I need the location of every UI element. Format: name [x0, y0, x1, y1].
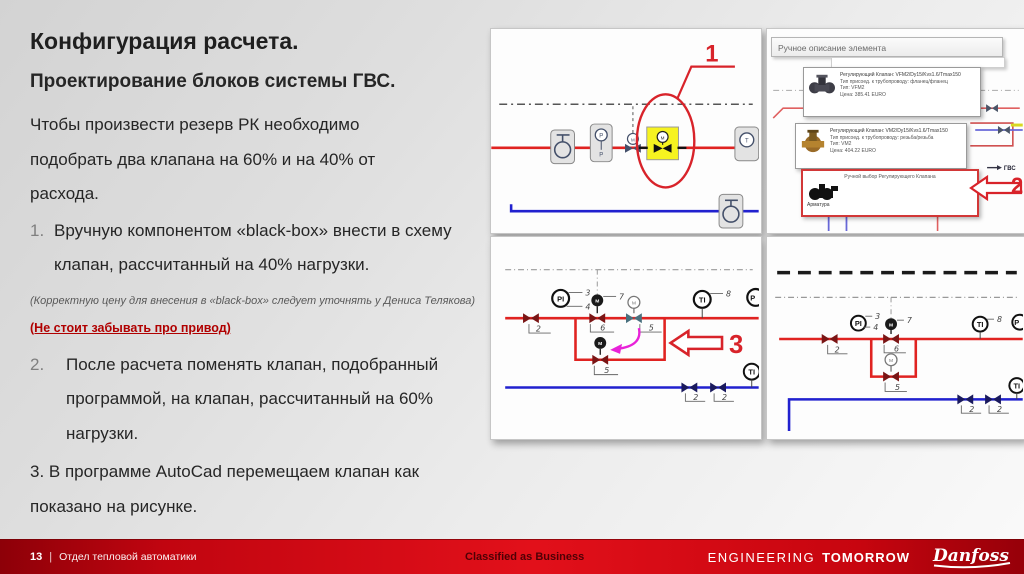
armatura-caption: Арматура — [807, 202, 830, 208]
brass-valve-photo-icon — [800, 128, 826, 154]
valve-connection-line: Тип присоед. к трубопроводу: резьба/резьба — [830, 134, 934, 141]
motor-valve-bypass-icon — [883, 354, 907, 392]
valve-tag-6: 6 — [600, 323, 606, 333]
pi-tag-4: 4 — [585, 302, 591, 312]
sensor-letter-p2: P — [599, 152, 604, 159]
manual-selection-card — [801, 169, 979, 217]
return-pipe-blue — [789, 399, 1023, 431]
pressure-sensor-icon — [590, 124, 612, 162]
manual-selection-title: Ручной выбор Регулирующего Клапана — [844, 174, 936, 180]
highlighted-control-valve-icon — [639, 127, 687, 160]
callout-number-1: 1 — [705, 40, 719, 68]
red-bypass-loop — [970, 123, 1013, 146]
page-number: 13 — [30, 551, 43, 563]
temperature-indicator-partial-icon — [1009, 378, 1023, 399]
pi-tag-4: 4 — [873, 323, 879, 333]
diagram-panel-4 — [766, 236, 1024, 440]
footer-bar — [0, 539, 1024, 574]
list-item-1-number: 1. — [30, 220, 45, 240]
list-item-2 — [30, 348, 482, 452]
pump-icon — [719, 194, 743, 228]
department-label: Отдел тепловой автоматики — [59, 551, 197, 563]
callout-number-2: 2 — [1011, 173, 1024, 198]
temperature-indicator-partial-icon — [744, 364, 759, 388]
footer-divider: | — [49, 551, 53, 563]
valve-tag: 2 — [722, 392, 728, 402]
sensor-letter-p: P — [599, 133, 604, 140]
valve-model-line: Регулирующий Клапан: VFM2/Dy15/Kvs1.6/Tmax150 — [840, 72, 961, 78]
p-label: P — [750, 293, 756, 303]
valve-price-line: Цена: 385.41 EURO — [840, 91, 886, 98]
valve-model-line: Регулирующий Клапан: VM2/Dy15/Kvs1.6/Tmax150 — [830, 128, 948, 134]
list-item-2-number: 2. — [30, 354, 45, 374]
ti-tag-8: 8 — [725, 289, 732, 299]
m-label: M — [595, 299, 600, 305]
drive-note: (Не стоит забывать про привод) — [30, 320, 231, 335]
valve-tag: 2 — [969, 404, 975, 414]
window-title: Ручное описание элемента — [778, 43, 887, 53]
flanged-valve-photo-icon — [808, 72, 836, 98]
ti-label: TI — [748, 367, 756, 377]
window-titlebar — [771, 37, 1003, 57]
ti-label: TI — [1013, 381, 1021, 391]
slide-title: Конфигурация расчета. — [30, 28, 299, 54]
ti-label: TI — [976, 319, 984, 329]
motor-valve-gray-icon — [626, 296, 662, 332]
shutoff-valve-icon — [822, 334, 848, 354]
tagline-tomorrow: TOMORROW — [822, 549, 910, 565]
diagram-panel-3 — [490, 236, 762, 440]
temperature-sensor-icon — [735, 127, 759, 161]
temperature-indicator-icon — [973, 315, 1002, 339]
list-item-2-text: После расчета поменять клапан, подобранный программой, на клапан, рассчитанный на 60% нагрузки. — [66, 354, 439, 443]
magenta-move-arrow — [610, 328, 639, 354]
price-note: (Корректную цену для внесения в «black-box» следует уточнять у Дениса Телякова) — [30, 294, 476, 307]
valve-tag: 2 — [535, 324, 541, 334]
m-label: M — [888, 358, 894, 364]
callout-number-3: 3 — [728, 330, 744, 359]
p-label: P — [1014, 318, 1020, 328]
diagram-panel-1 — [490, 28, 762, 234]
pi-tag-3: 3 — [585, 288, 591, 298]
valve-type-line: Тип: VFM2 — [840, 85, 865, 91]
valve-price-line: Цена: 404.22 EURO — [830, 147, 876, 154]
tagline — [708, 540, 910, 574]
blue-valve-icon — [957, 394, 981, 413]
diagram-panel-2 — [766, 28, 1024, 234]
valve-letter-m: M — [660, 135, 665, 141]
gvs-label: ГВС — [1003, 166, 1016, 173]
callout-leader-1 — [677, 67, 734, 99]
valve-tag: 2 — [996, 404, 1003, 414]
pressure-indicator-partial-icon — [1012, 315, 1023, 330]
shutoff-valve-icon — [523, 313, 551, 333]
danfoss-logo — [930, 544, 1016, 574]
piping-scheme-3 — [491, 237, 759, 437]
gvs-arrowhead — [997, 165, 1002, 170]
valve-tag: 2 — [834, 345, 840, 355]
pi-label: PI — [557, 294, 565, 304]
pump-icon — [551, 130, 575, 164]
motor-valve-bypass-icon — [592, 337, 618, 375]
m-label: M — [888, 323, 894, 329]
valve-tag-5: 5 — [648, 323, 654, 333]
valve-tag-5: 5 — [895, 382, 901, 392]
ti-label: TI — [698, 295, 706, 305]
pressure-indicator-partial-icon — [747, 289, 759, 306]
footer-left — [30, 540, 196, 574]
valve-description-lines — [840, 72, 961, 98]
valve-tag-5: 5 — [604, 366, 610, 376]
valve-tag-6: 6 — [894, 344, 900, 354]
ti-tag-8: 8 — [996, 315, 1003, 325]
list-item-3-text: 3. В программе AutoCad перемещаем клапан как показано на рисунке. — [30, 462, 420, 516]
blue-valve-icon — [985, 394, 1009, 413]
pressure-indicator-icon — [851, 312, 880, 332]
armatura-icon — [807, 182, 841, 202]
valve-letter-m: M — [631, 137, 635, 143]
classification-label: Classified as Business — [465, 551, 585, 563]
pi-label: PI — [854, 318, 862, 328]
pressure-indicator-icon — [552, 288, 590, 311]
list-item-3 — [30, 455, 454, 524]
valve-tooltip-card-1 — [803, 67, 981, 117]
red-arrow-left-icon — [671, 331, 722, 355]
m-label: M — [598, 342, 603, 348]
sensor-letter-t: T — [744, 138, 749, 145]
valve-tag-7: 7 — [906, 316, 912, 326]
valve-tag: 2 — [693, 392, 699, 402]
slide-subtitle: Проектирование блоков системы ГВС. — [30, 71, 396, 92]
m-label: M — [631, 301, 636, 307]
blue-valve-icon — [681, 383, 705, 402]
valve-tooltip-card-2 — [795, 123, 967, 169]
pi-tag-3: 3 — [875, 312, 881, 322]
valve-connection-line: Тип присоед. к трубопроводу: фланец/фланец — [840, 78, 948, 85]
valve-type-line: Тип: VM2 — [830, 141, 852, 147]
danfoss-logo-icon — [930, 544, 1016, 570]
valve-tag-7: 7 — [619, 292, 625, 302]
danfoss-logo-text: Danfoss — [933, 546, 1009, 566]
tagline-engineering: ENGINEERING — [707, 549, 816, 565]
temperature-indicator-icon — [694, 289, 731, 318]
motor-valve-icon — [883, 316, 912, 353]
list-item-1 — [30, 214, 482, 283]
text-column — [30, 26, 482, 524]
motor-valve-icon — [589, 292, 624, 332]
list-item-1-text: Вручную компонентом «black-box» внести в схему клапан, рассчитанный на 40% нагрузки. — [54, 220, 452, 274]
piping-scheme-1 — [491, 29, 759, 231]
valve-description-lines — [830, 128, 948, 154]
blue-valve-icon — [710, 383, 734, 402]
piping-scheme-4 — [767, 237, 1023, 437]
intro-paragraph: Чтобы произвести резерв РК необходимо подобрать два клапана на 60% и на 40% от расхода. — [30, 115, 376, 203]
